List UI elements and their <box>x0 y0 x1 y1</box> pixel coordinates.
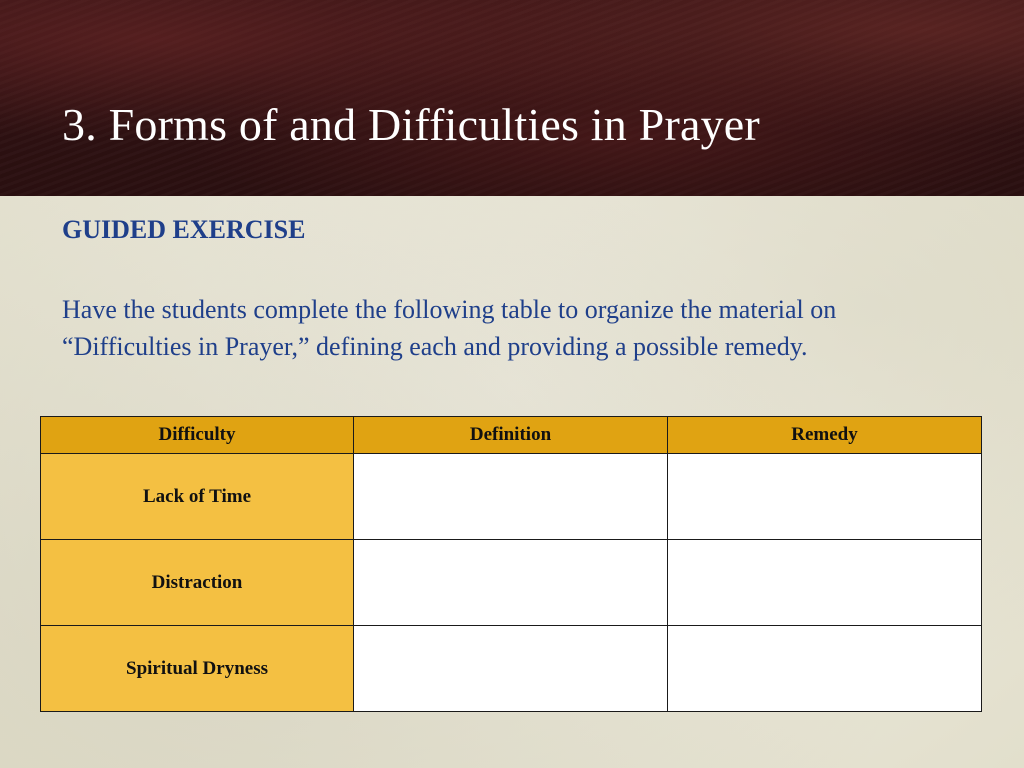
exercise-heading: GUIDED EXERCISE <box>62 215 306 244</box>
definition-cell[interactable] <box>354 454 668 540</box>
definition-cell[interactable] <box>354 626 668 712</box>
table-row <box>41 540 982 626</box>
slide-title: 3. Forms of and Difficulties in Prayer <box>62 99 760 150</box>
remedy-cell[interactable] <box>668 454 982 540</box>
column-header-definition: Definition <box>354 417 668 454</box>
table-row <box>41 626 982 712</box>
remedy-cell[interactable] <box>668 626 982 712</box>
definition-cell[interactable] <box>354 540 668 626</box>
column-header-difficulty: Difficulty <box>41 417 354 454</box>
column-header-remedy: Remedy <box>668 417 982 454</box>
exercise-instructions: Have the students complete the following table to organize the material on “Difficulties in Prayer,” defining each and providing a possible remedy. <box>62 295 837 361</box>
table-row <box>41 454 982 540</box>
title-banner <box>0 0 1024 196</box>
table-header-row <box>41 417 982 454</box>
remedy-cell[interactable] <box>668 540 982 626</box>
difficulty-cell: Distraction <box>41 540 354 626</box>
difficulties-table <box>40 416 982 712</box>
difficulty-cell: Lack of Time <box>41 454 354 540</box>
difficulty-cell: Spiritual Dryness <box>41 626 354 712</box>
